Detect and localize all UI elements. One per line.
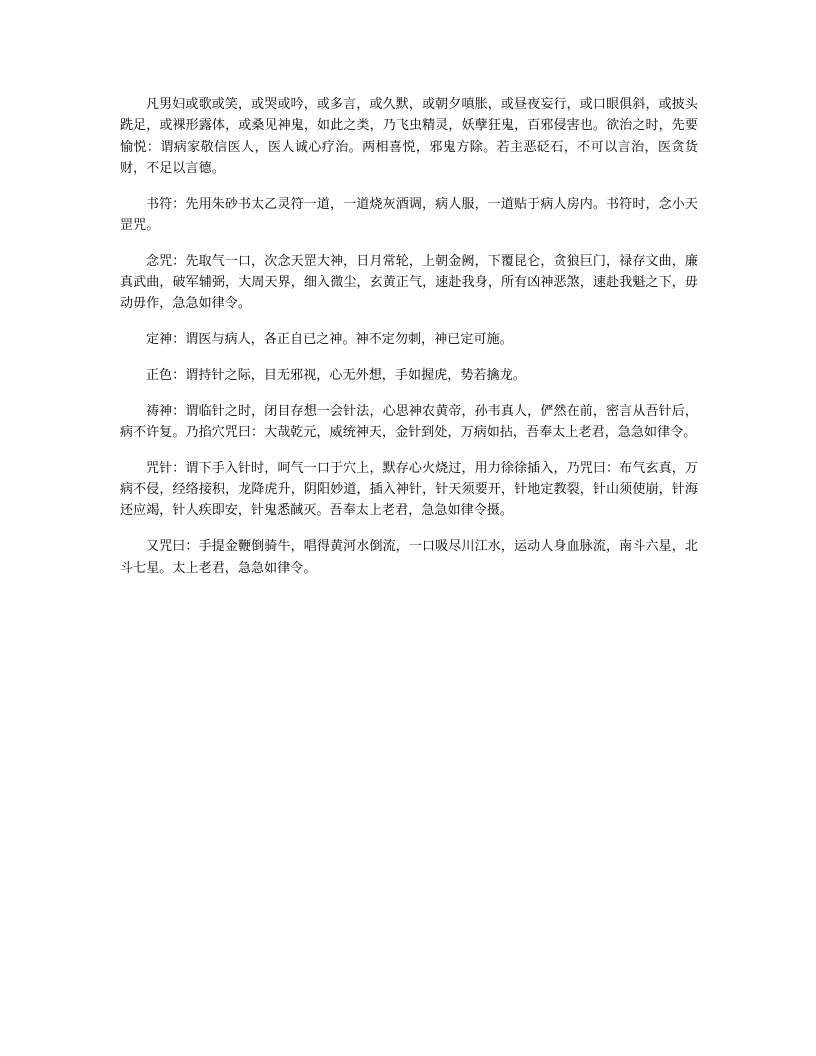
paragraph-nianzhou: 念咒：先取气一口，次念天罡大神，日月常轮，上朝金阙，下覆昆仑，贪狼巨门，禄存文曲，廉真武曲，破军辅弼，大周天界，细入微尘，玄黄正气，速赴我身，所有凶神恶煞，速赴我魁之下，毋动毋作，急急如律令。 [120,253,698,312]
document-page [120,94,698,593]
paragraph-intro: 凡男妇或歌或笑，或哭或吟，或多言，或久默，或朝夕嗔胀，或昼夜妄行，或口眼俱斜，或披头跣足，或裸形露体，或桑见神鬼，如此之类，乃飞虫精灵，妖孽狂鬼，百邪侵害也。欲治之时，先要愉悦：谓病家敬信医人，医人诚心疗治。两相喜悦，邪鬼方除。若主恶砭石，不可以言治，医贪货财，不足以言德。 [120,97,698,176]
paragraph-daoshen: 祷神：谓临针之时，闭目存想一会针法，心思神农黄帝，孙韦真人，俨然在前，密言从吾针后，病不许复。乃掐穴咒曰：大哉乾元，威统神天，金针到处，万病如拈，吾奉太上老君，急急如律令。 [120,403,698,441]
paragraph-youzhouyue: 又咒曰：手提金鞭倒骑牛，唱得黄河水倒流，一口吸尽川江水，运动人身血脉流，南斗六星，北斗七星。太上老君，急急如律令。 [120,539,698,576]
paragraph-dingshen: 定神：谓医与病人，各正自已之神。神不定勿刺，神已定可施。 [146,332,513,348]
paragraph-zhouzhen: 咒针：谓下手入针时，呵气一口于穴上，默存心火烧过，用力徐徐插入，乃咒曰：布气玄真，万病不侵，经络接积，龙降虎升，阴阳妙道，插入神针，针天须要开，针地定教裂，针山须使崩，针海还应竭，针人疾即安，针鬼悉馘灭。吾奉太上老君，急急如律令摄。 [120,460,698,519]
paragraph-zhengse: 正色：谓持针之际，目无邪视，心无外想，手如握虎，势若擒龙。 [146,367,526,383]
paragraph-shufu: 书符：先用朱砂书太乙灵符一道，一道烧灰酒调，病人服，一道贴于病人房内。书符时，念小天罡咒。 [120,196,698,233]
